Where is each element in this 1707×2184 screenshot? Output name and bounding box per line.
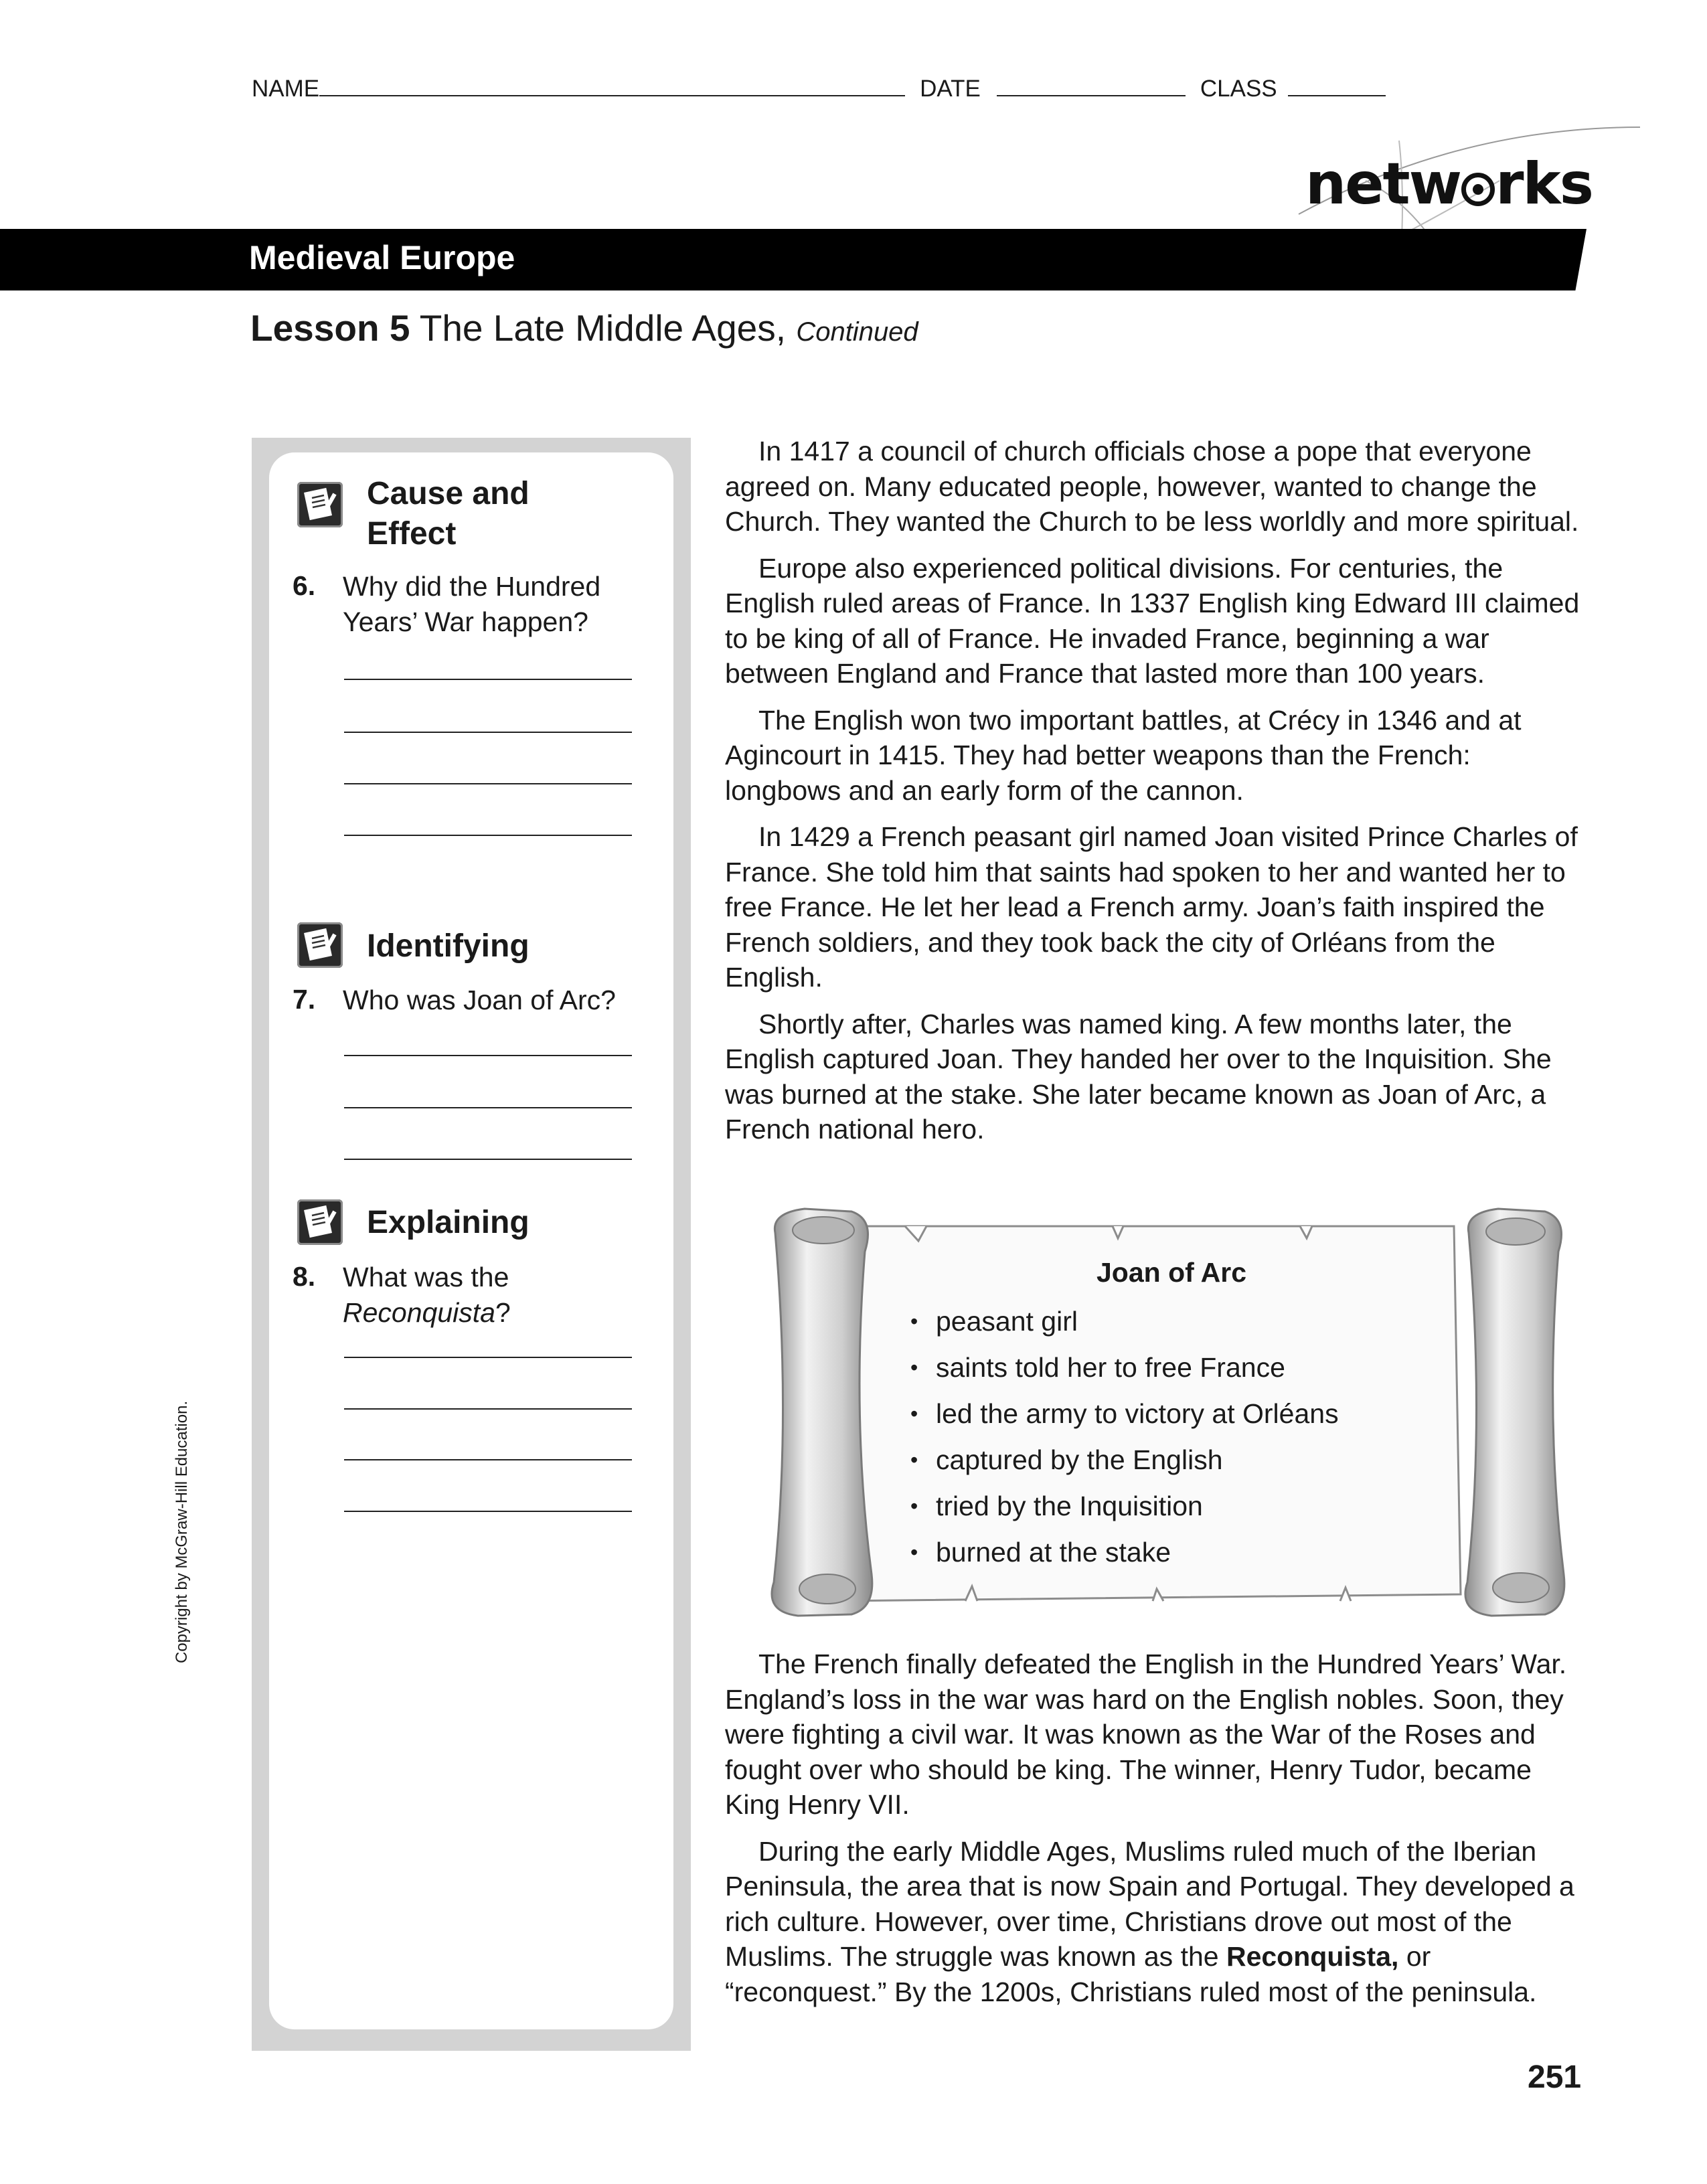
list-item: • captured by the English (910, 1440, 1339, 1487)
section-title-explaining: Explaining (367, 1205, 530, 1240)
body-text-top (725, 434, 1585, 1159)
name-blank[interactable] (319, 72, 905, 96)
answer-line[interactable] (344, 1357, 632, 1358)
answer-line[interactable] (344, 835, 632, 836)
answer-line[interactable] (344, 783, 632, 784)
question-6-text: Why did the Hundred Years’ War happen? (343, 571, 601, 637)
section-title-cause-effect: Cause and Effect (367, 476, 530, 552)
header-form-line (252, 72, 1400, 102)
list-item: • peasant girl (910, 1302, 1339, 1348)
answer-line[interactable] (344, 1055, 632, 1056)
list-item: • led the army to victory at Orléans (910, 1394, 1339, 1440)
copyright-notice: Copyright by McGraw-Hill Education. (173, 1400, 191, 1663)
logo-text-end: rks (1495, 151, 1593, 218)
logo-target-icon (1461, 173, 1495, 206)
note-pencil-icon (297, 922, 343, 968)
answer-line[interactable] (344, 1107, 632, 1108)
page-number: 251 (1528, 2060, 1582, 2095)
note-pencil-icon (297, 1199, 343, 1245)
answer-line[interactable] (344, 679, 632, 680)
unit-title: Medieval Europe (249, 239, 515, 276)
class-label: CLASS (1200, 76, 1277, 102)
paragraph: In 1429 a French peasant girl named Joan visited Prince Charles of France. She told him that saints had spoken to her and wanted her to free France. He let her lead a French army. Joan’s faith inspired the French soldiers, and they took back the city of Orléans from the English. (725, 821, 1578, 993)
lesson-continued: Continued (796, 317, 918, 347)
list-item: • tried by the Inquisition (910, 1487, 1339, 1533)
question-number-6: 6. (293, 570, 316, 601)
paragraph: Europe also experienced political divisions. For centuries, the English ruled areas of France. In 1337 English king Edward III claimed to be king of all of France. He invaded France, beginning a war between England and France that lasted more than 100 years. (725, 552, 1580, 689)
body-text-bottom (725, 1647, 1585, 2021)
lesson-title: The Late Middle Ages, (419, 307, 787, 349)
list-item: • burned at the stake (910, 1533, 1339, 1579)
list-item: • saints told her to free France (910, 1348, 1339, 1394)
date-blank[interactable] (997, 72, 1186, 96)
paragraph: The English won two important battles, at Crécy in 1346 and at Agincourt in 1415. They had better weapons than the French: longbows and an early form of the cannon. (725, 704, 1522, 806)
answer-line[interactable] (344, 1511, 632, 1512)
networks-logo (1305, 151, 1593, 218)
note-pencil-icon (297, 482, 343, 527)
answer-line[interactable] (344, 732, 632, 733)
logo-text-start: netw (1305, 151, 1461, 218)
name-label: NAME (252, 76, 320, 102)
paragraph: In 1417 a council of church officials chose a pope that everyone agreed on. Many educated people, however, wanted to change the Church. They wanted the Church to be less worldly and more spiritual. (725, 436, 1579, 537)
answer-line[interactable] (344, 1159, 632, 1160)
date-label: DATE (920, 76, 981, 102)
class-blank[interactable] (1288, 72, 1386, 96)
answer-line[interactable] (344, 1459, 632, 1460)
question-7-text: Who was Joan of Arc? (343, 985, 616, 1015)
paragraph: Shortly after, Charles was named king. A few months later, the English captured Joan. They handed her over to the Inquisition. She was burned at the stake. She later became known as Joan of Arc, a French national hero. (725, 1008, 1552, 1145)
scroll-list (910, 1302, 1339, 1579)
question-number-7: 7. (293, 984, 316, 1015)
title-bar (0, 229, 1587, 290)
lesson-heading (250, 307, 918, 349)
paragraph-reconquista: During the early Middle Ages, Muslims ruled much of the Iberian Peninsula, the area that is now Spain and Portugal. They developed a rich culture. However, over time, Christians drove out most of the Muslims. The struggle was known as the Reconquista, or “reconquest.” By the 1200s, Christians ruled most of the peninsula. (725, 1835, 1574, 2007)
question-8-text: What was the Reconquista? (343, 1262, 511, 1328)
scroll-title: Joan of Arc (1096, 1257, 1247, 1288)
question-number-8: 8. (293, 1261, 316, 1292)
paragraph: The French finally defeated the English in the Hundred Years’ War. England’s loss in the war was hard on the English nobles. Soon, they were fighting a civil war. It was known as the War of the Roses and fought over who should be king. The winner, Henry Tudor, became King Henry VII. (725, 1649, 1567, 1820)
answer-line[interactable] (344, 1408, 632, 1410)
section-title-identifying: Identifying (367, 928, 530, 964)
lesson-number: Lesson 5 (250, 307, 410, 349)
